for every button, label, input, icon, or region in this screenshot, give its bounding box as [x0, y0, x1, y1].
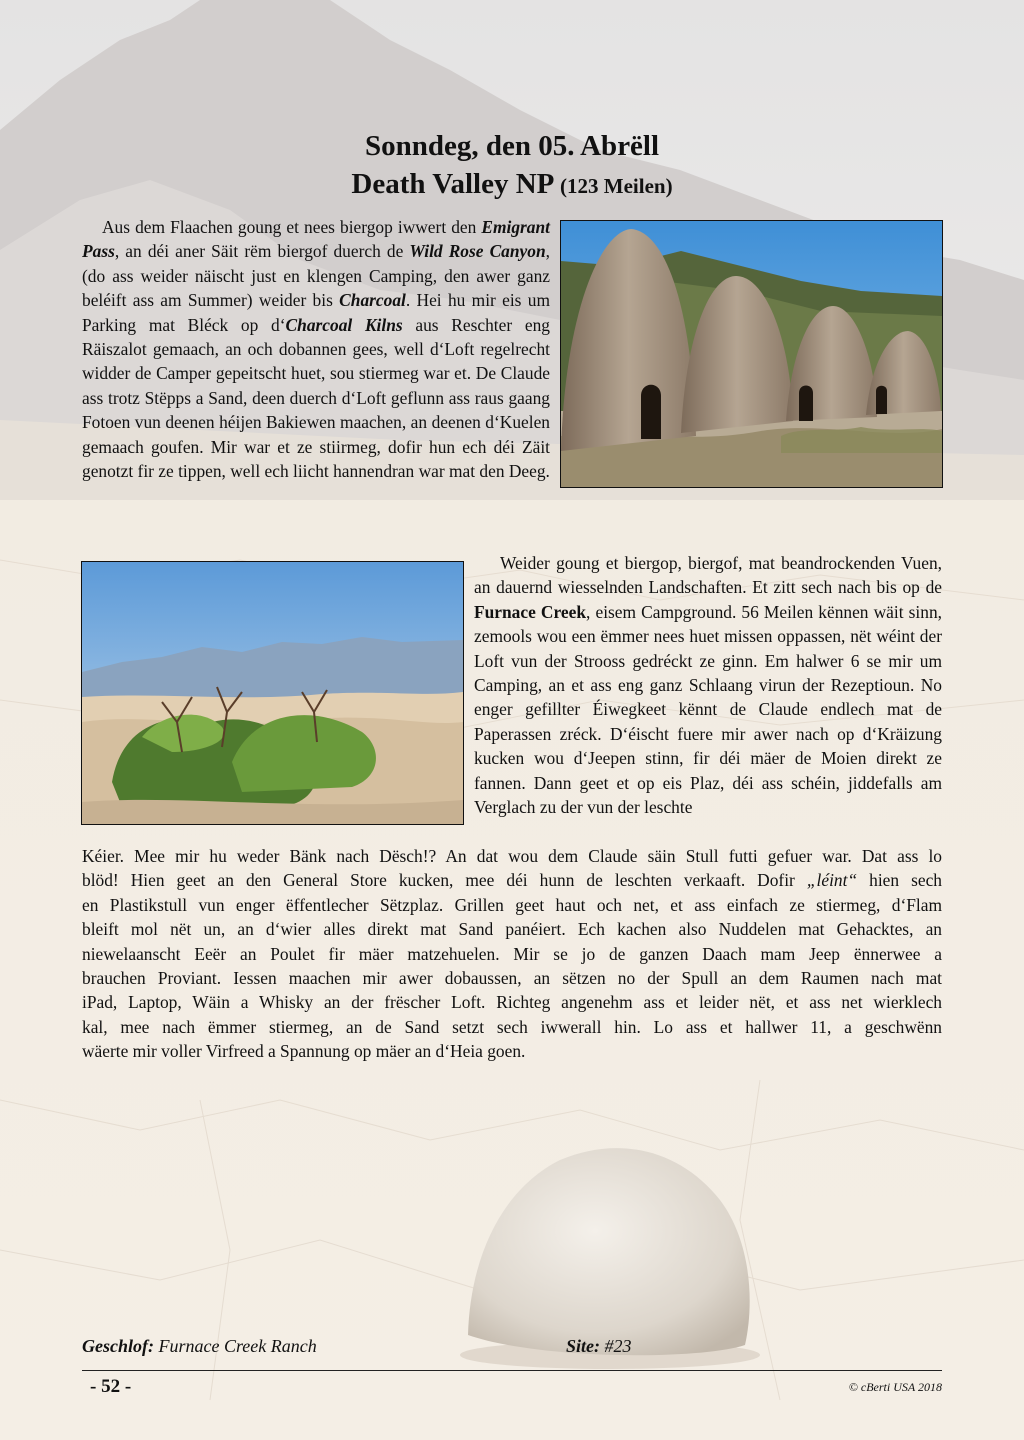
place-wild-rose-canyon: Wild Rose Canyon [409, 241, 546, 262]
photo-sand-dunes [81, 561, 464, 825]
place-emigrant-pass: Emigrant Pass [82, 217, 550, 262]
site-label: Site: [566, 1336, 600, 1356]
quoted-word: „léint“ [806, 870, 858, 891]
footer-sleep-location [82, 1336, 317, 1357]
site-value: #23 [604, 1336, 632, 1356]
footer-site [566, 1336, 632, 1357]
paragraph-charcoal-kilns: Aus dem Flaachen goung et nees biergop iwwert den Emigrant Pass, an déi aner Säit rëm biergof duerch de Wild Rose Canyon, (do ass weider näischt just en klengen Camping, den awer ganz beléift ass am Summer) weider bis Charcoal. Hei hu mir eis um Parking mat Bléck op d‘Charcoal Kilns aus Reschter eng Räiszalot gemaach, an och dobannen gees, well d‘Loft regelrecht widder de Camper gepeitscht huet, sou stiermeg war et. De Claude ass trotz Stëpps a Sand, deen duerch d‘Loft geflunn ass raus gaang Fotoen vun deenen héijen Bakiewen maachen, an deenen d‘Kuelen gemaach goufen. Mir war et ze stiirmeg, dofir hun ech déi Zäit genotzt fir ze tippen, well ech liicht hannendran war mat den Deeg. [82, 217, 550, 482]
page-number: - 52 - [90, 1376, 132, 1397]
photo-charcoal-kilns [560, 220, 943, 488]
paragraph-furnace-creek: Weider goung et biergop, biergof, mat beandrockenden Vuen, an dauernd wiesselnden Landschaften. Et zitt sech nach bis op de Furnace Creek, eisem Campground. 56 Meilen kënnen wäit sinn, zemools wou een ëmmer nees huet missen oppassen, nët wéint der Loft vun der Strooss gedréckt ze ginn. Em halwer 6 se mir um Camping, an et ass eng ganz Schlaang virun der Rezeptioun. No enger gefillter Éiwegkeet kënnt de Claude endlech mat de Paperassen zréck. D‘éischt fuere mir awer nach op d‘Kräizung kucken wou d‘Jeepen stinn, fir déi mäer de Moien direkt ze fannen. Dann geet et op eis Plaz, déi ass schéin, jiddefalls am Verglach zu der vun der leschte [474, 553, 942, 818]
distance-label: (123 Meilen) [560, 174, 673, 198]
page-title-date: Sonndeg, den 05. Abrëll [364, 130, 660, 162]
place-name: Death Valley NP [351, 168, 553, 200]
paragraph-evening: Kéier. Mee mir hu weder Bänk nach Dësch!? An dat wou dem Claude säin Stull futti gefuer war. Dat ass lo blöd! Hien geet an den General Store kucken, mee déi hunn de leschten verkaaft. Dofir „léint“ hien sech en Plastikstull vun enger ëffentlecher Sëtzplaz. Grillen geet haut och net, et ass einfach ze stiermeg, d‘Flam bleift mol nët un, an d‘wier alles direkt mat Sand panéiert. Ech kachen also Nuddelen mat Gehacktes, an niewelaanscht Eeër an Poulet fir mäer matzehuelen. Mir se jo de ganzen Daach mam Jeep ënnerwee a brauchen Proviant. Iessen maachen mir awer dobaussen, an sëtzen no der Spull an dem Raumen nach mat iPad, Laptop, Wäin a Whisky an der frëscher Loft. Richteg angenehm ass et leider nët, et ass net wierklech kal, mee nach ëmmer stiermeg, an de Sand setzt sech iwwerall hin. Lo ass et hallwer 11, a geschwënn wäerte mir voller Virfreed a Spannung op mäer an d‘Heia goen. [82, 846, 942, 1062]
place-charcoal-kilns: Charcoal Kilns [285, 314, 403, 335]
page-title-place [0, 168, 1024, 201]
footer-divider [82, 1370, 942, 1371]
copyright-notice: © cBerti USA 2018 [848, 1380, 942, 1394]
sleep-value: Furnace Creek Ranch [158, 1336, 317, 1356]
sleep-label: Geschlof: [82, 1336, 154, 1356]
place-charcoal: Charcoal [339, 290, 406, 311]
place-furnace-creek: Furnace Creek [474, 601, 587, 622]
